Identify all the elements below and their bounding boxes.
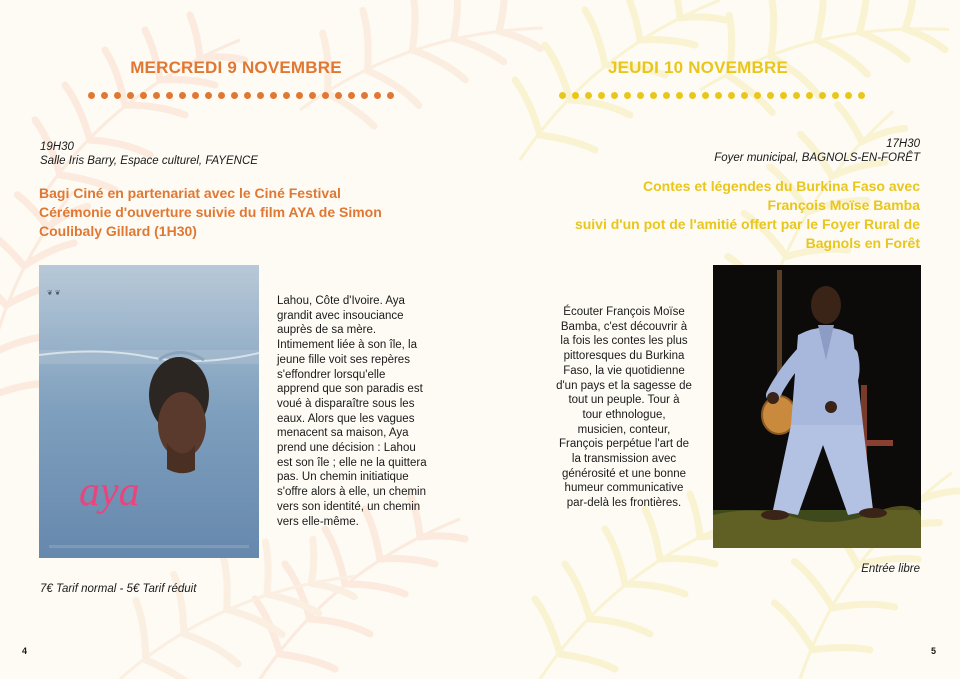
- description-line: la fois les contes les plus: [560, 335, 688, 348]
- divider-dot: [192, 92, 199, 99]
- divider-dot: [309, 92, 316, 99]
- description-line: d'un pays et la sagesse de: [556, 379, 692, 392]
- divider-dot: [270, 92, 277, 99]
- description-line: Lahou, Côte d'Ivoire. Aya: [277, 295, 405, 307]
- poster-title: aya: [79, 469, 140, 515]
- description-line: Bamba, c'est découvrir à: [560, 320, 688, 333]
- divider-dot: [101, 92, 108, 99]
- description-line: pittoresques du Burkina: [563, 350, 685, 363]
- description-line: Faso, la vie quotidienne: [563, 364, 685, 377]
- divider-dot: [348, 92, 355, 99]
- divider-dot: [676, 92, 683, 99]
- right-page: [480, 0, 960, 679]
- divider-dot: [611, 92, 618, 99]
- film-description: [277, 294, 449, 529]
- divider-dot: [179, 92, 186, 99]
- description-line: s'offre alors à elle, un chemin: [277, 486, 427, 499]
- divider-dot: [127, 92, 134, 99]
- divider-dot: [715, 92, 722, 99]
- divider-dot: [845, 92, 852, 99]
- description-line: s'effondrer lorsqu'elle: [277, 368, 386, 381]
- entry-info: Entrée libre: [861, 563, 920, 575]
- divider-dot: [114, 92, 121, 99]
- page-number: 5: [930, 646, 936, 656]
- description-line: pas. Un chemin initiatique: [277, 471, 409, 484]
- day-title: JEUDI 10 NOVEMBRE: [607, 58, 789, 77]
- event-time: 19H30: [40, 141, 74, 153]
- divider-dot: [689, 92, 696, 99]
- divider-dot: [572, 92, 579, 99]
- divider-dot: [335, 92, 342, 99]
- divider-dot: [728, 92, 735, 99]
- description-line: jeune fille voit ses repères: [277, 353, 410, 366]
- event-description: [540, 305, 708, 511]
- divider-dot: [663, 92, 670, 99]
- divider-dot: [624, 92, 631, 99]
- description-line: apprend que son paradis est: [277, 383, 423, 396]
- description-line: par-delà les frontières.: [566, 497, 682, 510]
- divider-dot: [650, 92, 657, 99]
- divider-dot: [767, 92, 774, 99]
- performer-photo: [713, 265, 921, 548]
- film-poster: [39, 265, 259, 558]
- divider-dot: [559, 92, 566, 99]
- event-title: [39, 184, 439, 241]
- description-line: générosité et une bonne: [561, 467, 687, 480]
- description-line: vers son identité, un chemin: [277, 500, 421, 513]
- divider-dot: [819, 92, 826, 99]
- event-info: [714, 137, 920, 165]
- price-info: 7€ Tarif normal - 5€ Tarif réduit: [40, 583, 197, 595]
- divider-dot: [832, 92, 839, 99]
- divider-dot: [166, 92, 173, 99]
- description-line: auprès de sa mère.: [277, 324, 377, 337]
- divider-dot: [205, 92, 212, 99]
- page-number: 4: [22, 646, 28, 656]
- description-line: prend une décision : Lahou: [277, 442, 416, 455]
- event-title-line: Contes et légendes du Burkina Faso avec: [643, 178, 920, 194]
- event-title-line: Coulibaly Gillard (1H30): [39, 223, 197, 239]
- event-info: [40, 140, 258, 168]
- divider-dot: [374, 92, 381, 99]
- event-title-line: suivi d'un pot de l'amitié offert par le Foyer Rural de: [574, 216, 920, 232]
- divider-dot: [218, 92, 225, 99]
- dotted-divider: [559, 92, 865, 100]
- description-line: voué à disparaître sous les: [277, 397, 415, 410]
- divider-dot: [322, 92, 329, 99]
- description-line: tout un peuple. Tour à: [568, 394, 680, 407]
- divider-dot: [793, 92, 800, 99]
- divider-dot: [754, 92, 761, 99]
- day-title: MERCREDI 9 NOVEMBRE: [130, 58, 342, 77]
- event-venue: Salle Iris Barry, Espace culturel, FAYENCE: [40, 155, 258, 167]
- description-line: eaux. Alors que les vagues: [277, 412, 415, 425]
- divider-dot: [231, 92, 238, 99]
- event-venue: Foyer municipal, BAGNOLS-EN-FORÊT: [714, 152, 920, 164]
- divider-dot: [283, 92, 290, 99]
- dotted-divider: [88, 92, 394, 100]
- description-line: vers elle-même.: [277, 515, 359, 528]
- divider-dot: [637, 92, 644, 99]
- description-line: tour ethnologue,: [582, 408, 666, 421]
- divider-dot: [88, 92, 95, 99]
- description-line: menacent sa maison, Aya: [277, 427, 409, 440]
- divider-dot: [780, 92, 787, 99]
- description-line: Intimement liée à son île, la: [277, 339, 417, 352]
- description-line: la transmission avec: [571, 453, 677, 466]
- event-time: 17H30: [886, 138, 920, 150]
- description-line: humeur communicative: [564, 482, 684, 495]
- divider-dot: [702, 92, 709, 99]
- svg-text:❦ ❦: ❦ ❦: [47, 290, 61, 297]
- divider-dot: [741, 92, 748, 99]
- divider-dot: [296, 92, 303, 99]
- event-title-line: François Moïse Bamba: [767, 197, 920, 213]
- divider-dot: [858, 92, 865, 99]
- divider-dot: [387, 92, 394, 99]
- description-line: François perpétue l'art de: [558, 438, 690, 451]
- divider-dot: [598, 92, 605, 99]
- divider-dot: [153, 92, 160, 99]
- divider-dot: [585, 92, 592, 99]
- divider-dot: [140, 92, 147, 99]
- event-title-line: Cérémonie d'ouverture suivie du film AYA de Simon: [39, 204, 382, 220]
- divider-dot: [806, 92, 813, 99]
- divider-dot: [244, 92, 251, 99]
- description-line: est son île ; elle ne la quittera: [277, 456, 427, 469]
- description-line: grandit avec insouciance: [277, 309, 404, 322]
- description-line: musicien, conteur,: [577, 423, 671, 436]
- event-title-line: Bagi Ciné en partenariat avec le Ciné Festival: [39, 185, 341, 201]
- divider-dot: [257, 92, 264, 99]
- description-line: Écouter François Moïse: [563, 306, 685, 318]
- divider-dot: [361, 92, 368, 99]
- event-title-line: Bagnols en Forêt: [805, 235, 920, 251]
- event-title: [540, 177, 920, 253]
